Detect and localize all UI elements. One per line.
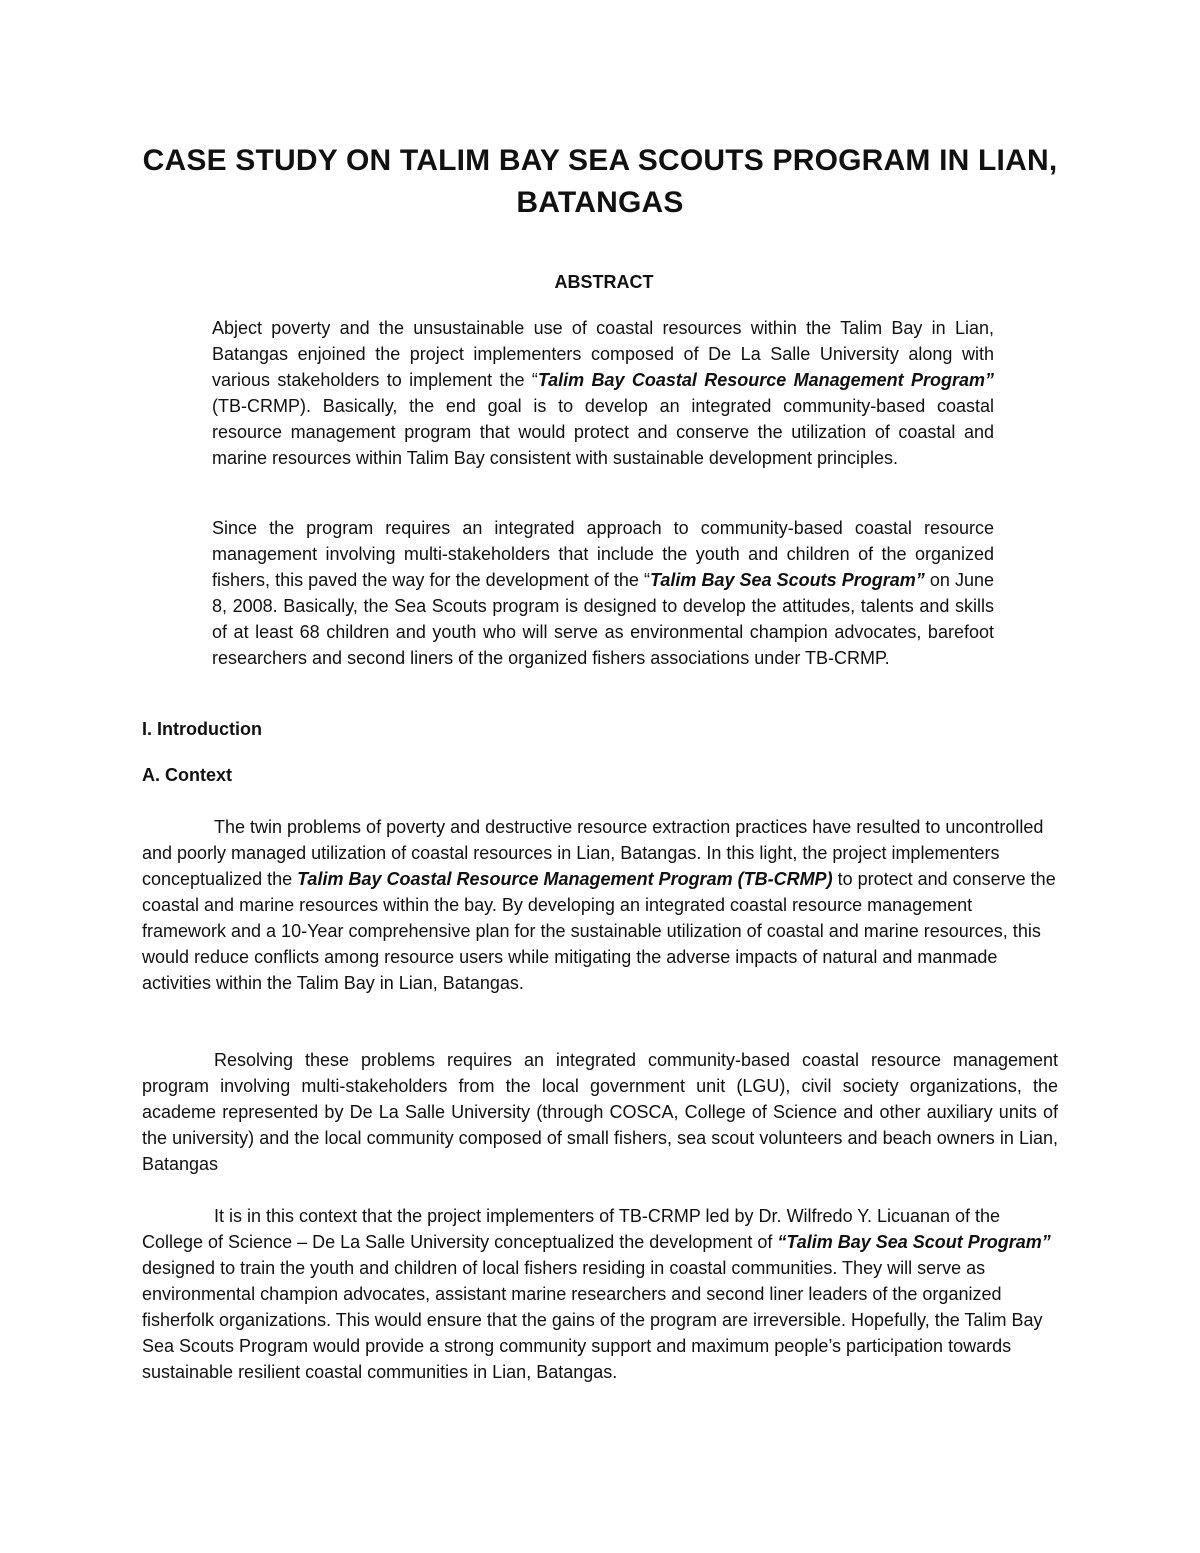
document-title: CASE STUDY ON TALIM BAY SEA SCOUTS PROGRAM IN LIAN, BATANGAS — [142, 144, 1058, 219]
abstract-p1-program-name: Talim Bay Coastal Resource Management Program” — [537, 370, 994, 390]
body-p2-text: Resolving these problems requires an integrated community-based coastal resource management program involving multi-stakeholders from the local government unit (LGU), civil society organizations, the academe represented by De La Salle University (through COSCA, College of Science and other auxiliary units of the university) and the local community composed of small fishers, sea scout volunteers and beach owners in Lian, Batangas — [142, 1050, 1058, 1174]
introduction-heading: I. Introduction — [142, 719, 262, 739]
body-p1-program-name: Talim Bay Coastal Resource Management Program (TB-CRMP) — [297, 869, 833, 889]
abstract-p1-text-a: Abject poverty and the unsustainable use of coastal resources within the Talim Bay in Lian, Batangas enjoined the project implementers composed of De La Salle University along with various stakeholders to implement the “ — [212, 318, 994, 390]
body-p1-text-c: to protect and conserve the coastal and marine resources within the bay. By developing an integrated coastal resource management framework and a 10-Year comprehensive plan for the sustainable utilization of coastal and marine resources, this would reduce conflicts among resource users while mitigating the adverse impacts of natural and manmade activities within the Talim Bay in Lian, Batangas. — [142, 869, 1056, 993]
body-paragraph-1 — [142, 814, 1058, 996]
context-heading: A. Context — [142, 765, 232, 785]
body-paragraph-3 — [142, 1203, 1058, 1385]
abstract-paragraph-1 — [212, 315, 994, 471]
abstract-p1-text-c: (TB-CRMP). Basically, the end goal is to develop an integrated community-based coastal resource management program that would protect and conserve the utilization of coastal and marine resources within Talim Bay consistent with sustainable development principles. — [212, 396, 994, 468]
body-p1-text-a: The twin problems of poverty and destructive resource extraction practices have resulted to uncontrolled and poorly managed utilization of coastal resources in Lian, Batangas. In this light, the project implementers conceptualized the — [142, 817, 1044, 889]
abstract-p2-text-c: on June 8, 2008. Basically, the Sea Scouts program is designed to develop the attitudes, talents and skills of at least 68 children and youth who will serve as environmental champion advocates, barefoot researchers and second liners of the organized fishers associations under TB-CRMP. — [212, 570, 994, 668]
abstract-paragraph-2 — [212, 515, 994, 671]
body-p3-program-name: “Talim Bay Sea Scout Program” — [777, 1232, 1051, 1252]
body-p3-text-a: It is in this context that the project implementers of TB-CRMP led by Dr. Wilfredo Y. Licuanan of the College of Science – De La Salle University conceptualized the development of — [142, 1206, 1001, 1252]
abstract-p2-text-a: Since the program requires an integrated approach to community-based coastal resource management involving multi-stakeholders that include the youth and children of the organized fishers, this paved the way for the development of the “ — [212, 518, 994, 590]
body-p3-text-c: designed to train the youth and children of local fishers residing in coastal communities. They will serve as environmental champion advocates, assistant marine researchers and second liner leaders of the organized fisherfolk organizations. This would ensure that the gains of the program are irreversible. Hopefully, the Talim Bay Sea Scouts Program would provide a strong community support and maximum people’s participation towards sustainable resilient coastal communities in Lian, Batangas. — [142, 1258, 1043, 1382]
body-paragraph-2 — [142, 1047, 1058, 1177]
abstract-heading: ABSTRACT — [554, 272, 654, 292]
abstract-p2-program-name: Talim Bay Sea Scouts Program” — [650, 570, 925, 590]
